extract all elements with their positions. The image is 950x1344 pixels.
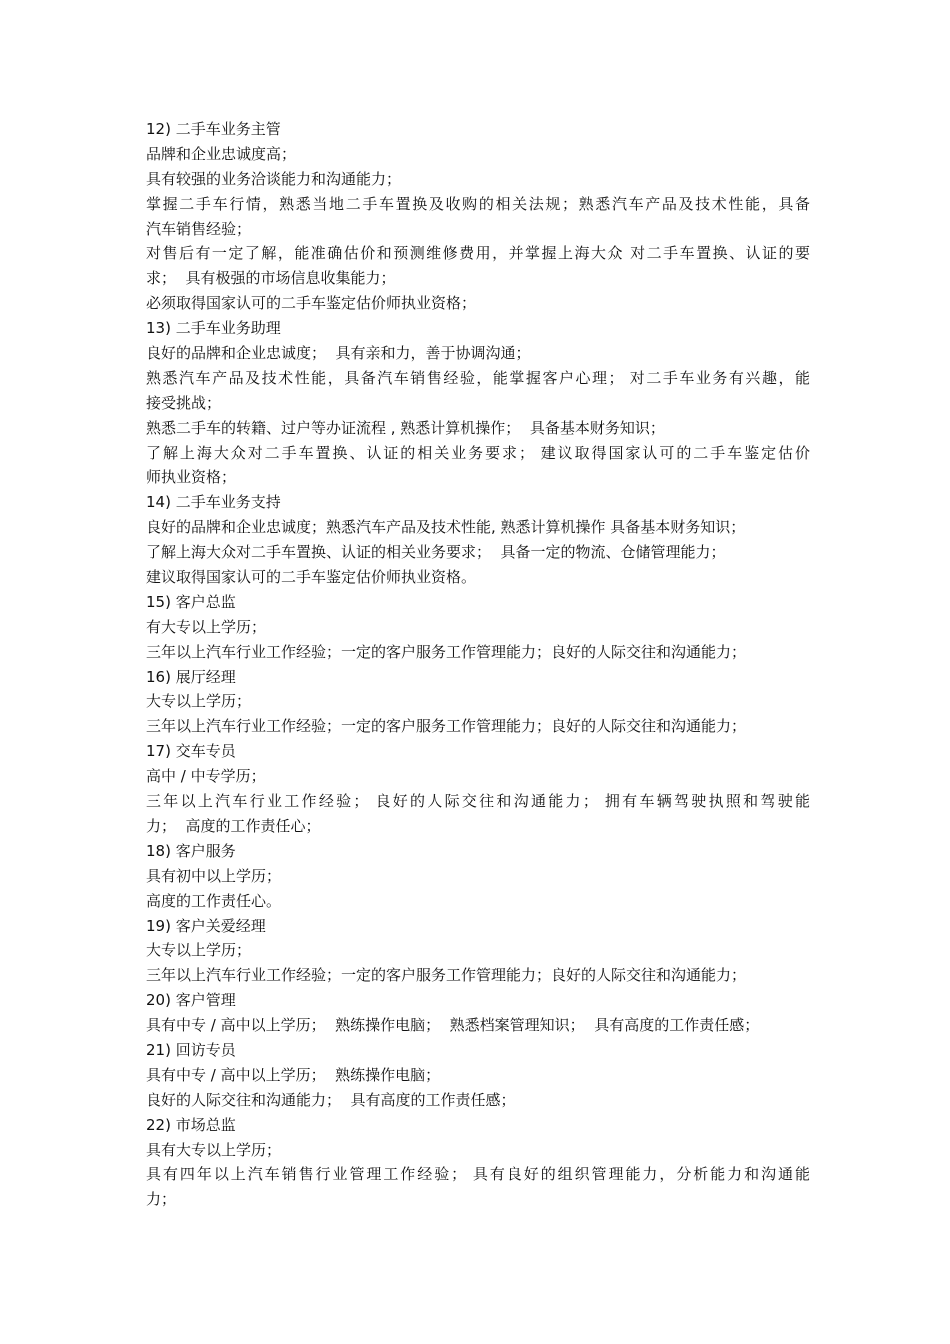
text-line: 建议取得国家认可的二手车鉴定估价师执业资格。 [146, 568, 477, 587]
text-line: 大专以上学历； [146, 692, 252, 711]
text-line: 良好的品牌和企业忠诚度； 具有亲和力，善于协调沟通； [146, 344, 531, 363]
text-line: 三年以上汽车行业工作经验；一定的客户服务工作管理能力；良好的人际交往和沟通能力； [146, 642, 747, 661]
text-line: 22) 市场总监 [146, 1115, 236, 1134]
text-line: 品牌和企业忠诚度高； [146, 144, 297, 163]
text-line: 15) 客户总监 [146, 592, 236, 611]
text-line: 高中 / 中专学历； [146, 767, 266, 786]
text-line: 力； [146, 1190, 177, 1209]
text-line: 求； 具有极强的市场信息收集能力； [146, 269, 396, 288]
text-line: 18) 客户服务 [146, 841, 236, 860]
text-line: 汽车销售经验； [146, 219, 252, 238]
text-line: 具有中专 / 高中以上学历； 熟练操作电脑； [146, 1065, 441, 1084]
text-line: 师执业资格； [146, 468, 237, 487]
text-line: 具有较强的业务洽谈能力和沟通能力； [146, 169, 402, 188]
text-line: 13) 二手车业务助理 [146, 319, 281, 338]
text-line: 19) 客户关爱经理 [146, 916, 266, 935]
text-line: 了解上海大众对二手车置换、认证的相关业务要求； 具备一定的物流、仓储管理能力； [146, 543, 726, 562]
text-line: 具有四年以上汽车销售行业管理工作经验； 具有良好的组织管理能力，分析能力和沟通能 [146, 1165, 810, 1184]
text-line: 接受挑战； [146, 393, 222, 412]
text-line: 良好的品牌和企业忠诚度；熟悉汽车产品及技术性能, 熟悉计算机操作 具备基本财务知识； [146, 518, 746, 537]
text-line: 20) 客户管理 [146, 991, 236, 1010]
text-line: 熟悉二手车的转籍、过户等办证流程 , 熟悉计算机操作； 具备基本财务知识； [146, 418, 665, 437]
text-line: 具有初中以上学历； [146, 866, 282, 885]
text-line: 16) 展厅经理 [146, 667, 236, 686]
text-line: 有大专以上学历； [146, 617, 267, 636]
text-line: 良好的人际交往和沟通能力； 具有高度的工作责任感； [146, 1090, 516, 1109]
text-line: 熟悉汽车产品及技术性能，具备汽车销售经验，能掌握客户心理； 对二手车业务有兴趣，能 [146, 368, 810, 387]
text-line: 三年以上汽车行业工作经验；一定的客户服务工作管理能力；良好的人际交往和沟通能力； [146, 717, 747, 736]
text-line: 具有大专以上学历； [146, 1140, 282, 1159]
text-line: 大专以上学历； [146, 941, 252, 960]
text-line: 三年以上汽车行业工作经验；一定的客户服务工作管理能力；良好的人际交往和沟通能力； [146, 966, 747, 985]
text-line: 必须取得国家认可的二手车鉴定估价师执业资格； [146, 294, 477, 313]
text-line: 12) 二手车业务主管 [146, 120, 281, 138]
document-page [146, 117, 810, 1212]
text-line: 21) 回访专员 [146, 1040, 236, 1059]
text-line: 高度的工作责任心。 [146, 891, 282, 910]
text-line: 具有中专 / 高中以上学历； 熟练操作电脑； 熟悉档案管理知识； 具有高度的工作责任感； [146, 1016, 760, 1035]
text-line: 了解上海大众对二手车置换、认证的相关业务要求； 建议取得国家认可的二手车鉴定估价 [146, 443, 810, 462]
text-line: 力； 高度的工作责任心； [146, 816, 321, 835]
text-line: 17) 交车专员 [146, 742, 236, 761]
text-line: 14) 二手车业务支持 [146, 493, 281, 512]
text-line: 对售后有一定了解，能准确估价和预测维修费用，并掌握上海大众 对二手车置换、认证的要 [146, 244, 810, 263]
text-line: 掌握二手车行情，熟悉当地二手车置换及收购的相关法规；熟悉汽车产品及技术性能，具备 [146, 194, 810, 213]
text-line: 三年以上汽车行业工作经验； 良好的人际交往和沟通能力； 拥有车辆驾驶执照和驾驶能 [146, 792, 810, 811]
